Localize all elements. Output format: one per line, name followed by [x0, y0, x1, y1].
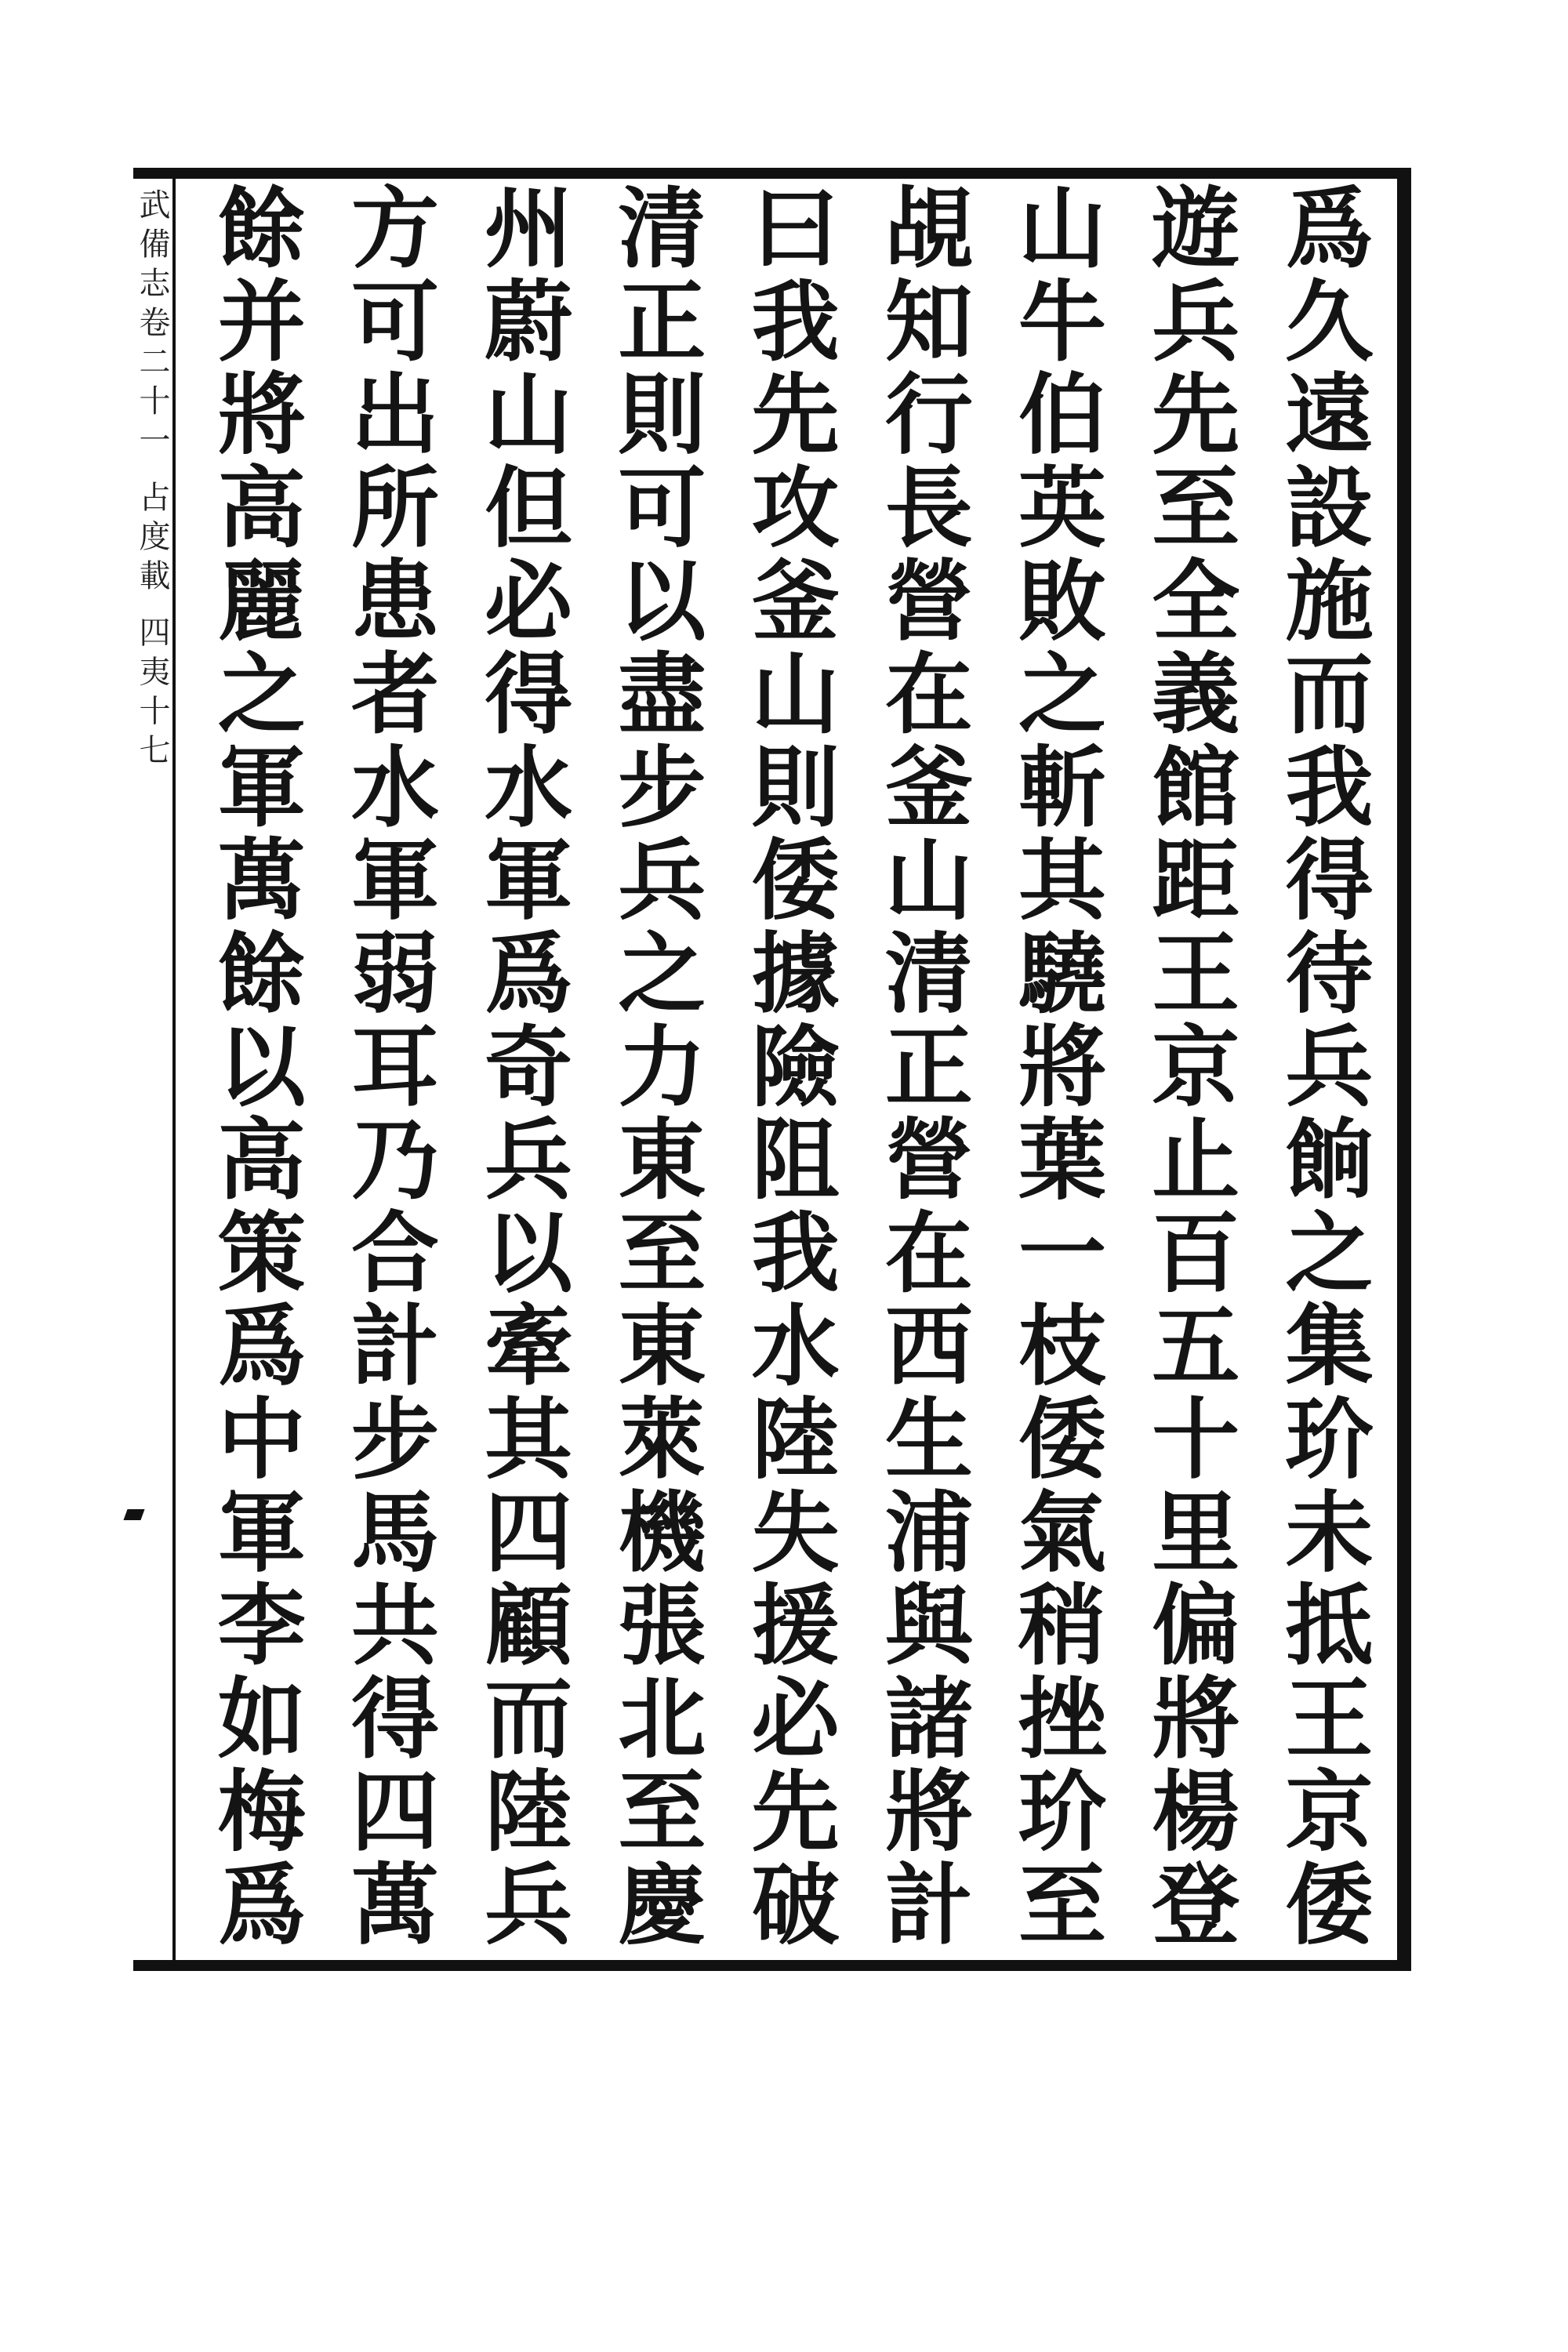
text-column-9: 餘并將高麗之軍萬餘以高策爲中軍李如梅爲	[203, 182, 307, 1952]
margin-divider	[172, 168, 176, 1971]
text-body	[180, 182, 1397, 1963]
text-column-1: 爲久遠設施而我得待兵餉之集玠未抵王京倭	[1270, 182, 1374, 1952]
text-column-5: 曰我先攻釜山則倭據險阻我水陸失援必先破	[737, 182, 840, 1952]
text-column-2: 遊兵先至全義館距王京止百五十里偏將楊登	[1137, 182, 1240, 1952]
text-column-7: 州蔚山但必得水軍爲奇兵以牽其四顧而陸兵	[470, 182, 573, 1952]
text-column-3: 山牛伯英敗之斬其驍將葉一枝倭氣稍挫玠至	[1004, 182, 1107, 1952]
text-column-4: 覘知行長營在釜山清正營在西生浦與諸將計	[870, 182, 974, 1952]
text-column-6: 清正則可以盡步兵之力東至東萊機張北至慶	[603, 182, 706, 1952]
margin-column-title: 武備志卷二十一 占度載 四夷十七	[134, 188, 170, 773]
text-column-8: 方可出所患者水軍弱耳乃合計步馬共得四萬	[336, 182, 440, 1952]
